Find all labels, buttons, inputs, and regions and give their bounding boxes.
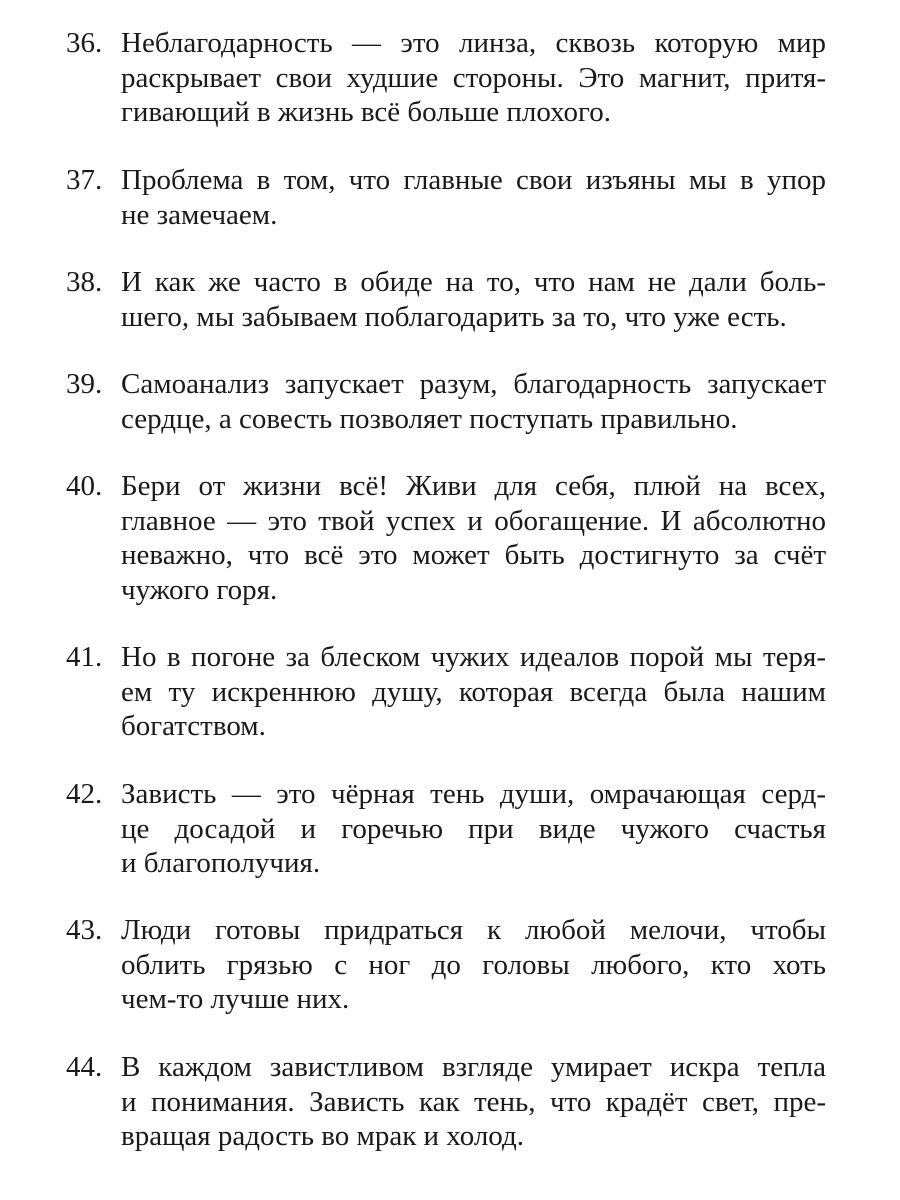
text-line: Проблема в том, что главные свои изъяны мы в упор [121,164,826,196]
entry-number: 44. [66,1051,103,1083]
text-line: и благополучия. [121,847,321,879]
text-line: богатством. [121,710,266,742]
entry-number: 41. [66,641,103,673]
text-line: облить грязью с ног до головы любого, кто хоть [121,948,826,981]
text-line: шего, мы забываем поблагодарить за то, что уже есть. [121,300,787,333]
text-line: сердце, а совесть позволяет поступать правильно. [121,402,738,435]
text-line: ем ту искреннюю душу, которая всегда была нашим [121,675,826,708]
entry-text [121,26,826,130]
entry-text [121,163,826,232]
entry-number: 43. [66,914,103,946]
entry-number: 40. [66,470,103,502]
entry-text [121,367,826,436]
text-line: Люди готовы придраться к любой мелочи, чтобы [121,914,826,946]
entry-text [121,640,826,744]
text-line: Но в погоне за блеском чужих идеалов порой мы теря- [121,641,826,673]
text-line: Бери от жизни всё! Живи для себя, плюй на всех, [121,470,826,502]
text-line: Зависть — это чёрная тень души, омрачающая серд- [121,778,826,810]
text-line: неважно, что всё это может быть достигнуто за счёт [121,539,826,571]
entry-text [121,777,826,881]
text-line: гивающий в жизнь всё больше плохого. [121,96,611,128]
text-line: це досадой и горечью при виде чужого счастья [121,812,826,845]
text-line: чем-то лучше них. [121,983,350,1015]
text-line: и понимания. Зависть как тень, что крадёт свет, пре- [121,1085,826,1118]
entry-text [121,1050,826,1154]
text-line: Самоанализ запускает разум, благодарность запускает [121,368,826,400]
entry-number: 39. [66,368,103,400]
text-line: вращая радость во мрак и холод. [121,1120,524,1152]
entry-text [121,913,826,1017]
entry-number: 38. [66,266,103,298]
text-line: раскрывает свои худшие стороны. Это магнит, притя- [121,61,826,94]
text-line: чужого горя. [121,573,278,606]
entry-text [121,469,826,607]
text-line: Неблагодарность — это линза, сквозь которую мир [121,27,826,59]
text-line: не замечаем. [121,198,278,231]
entry-number: 36. [66,27,103,59]
text-line: И как же часто в обиде на то, что нам не дали боль- [121,266,826,298]
text-line: В каждом завистливом взгляде умирает искра тепла [121,1051,826,1083]
entry-number: 37. [66,164,103,196]
entry-text [121,265,826,334]
text-line: главное — это твой успех и обогащение. И абсолютно [121,504,826,537]
entry-number: 42. [66,778,103,810]
